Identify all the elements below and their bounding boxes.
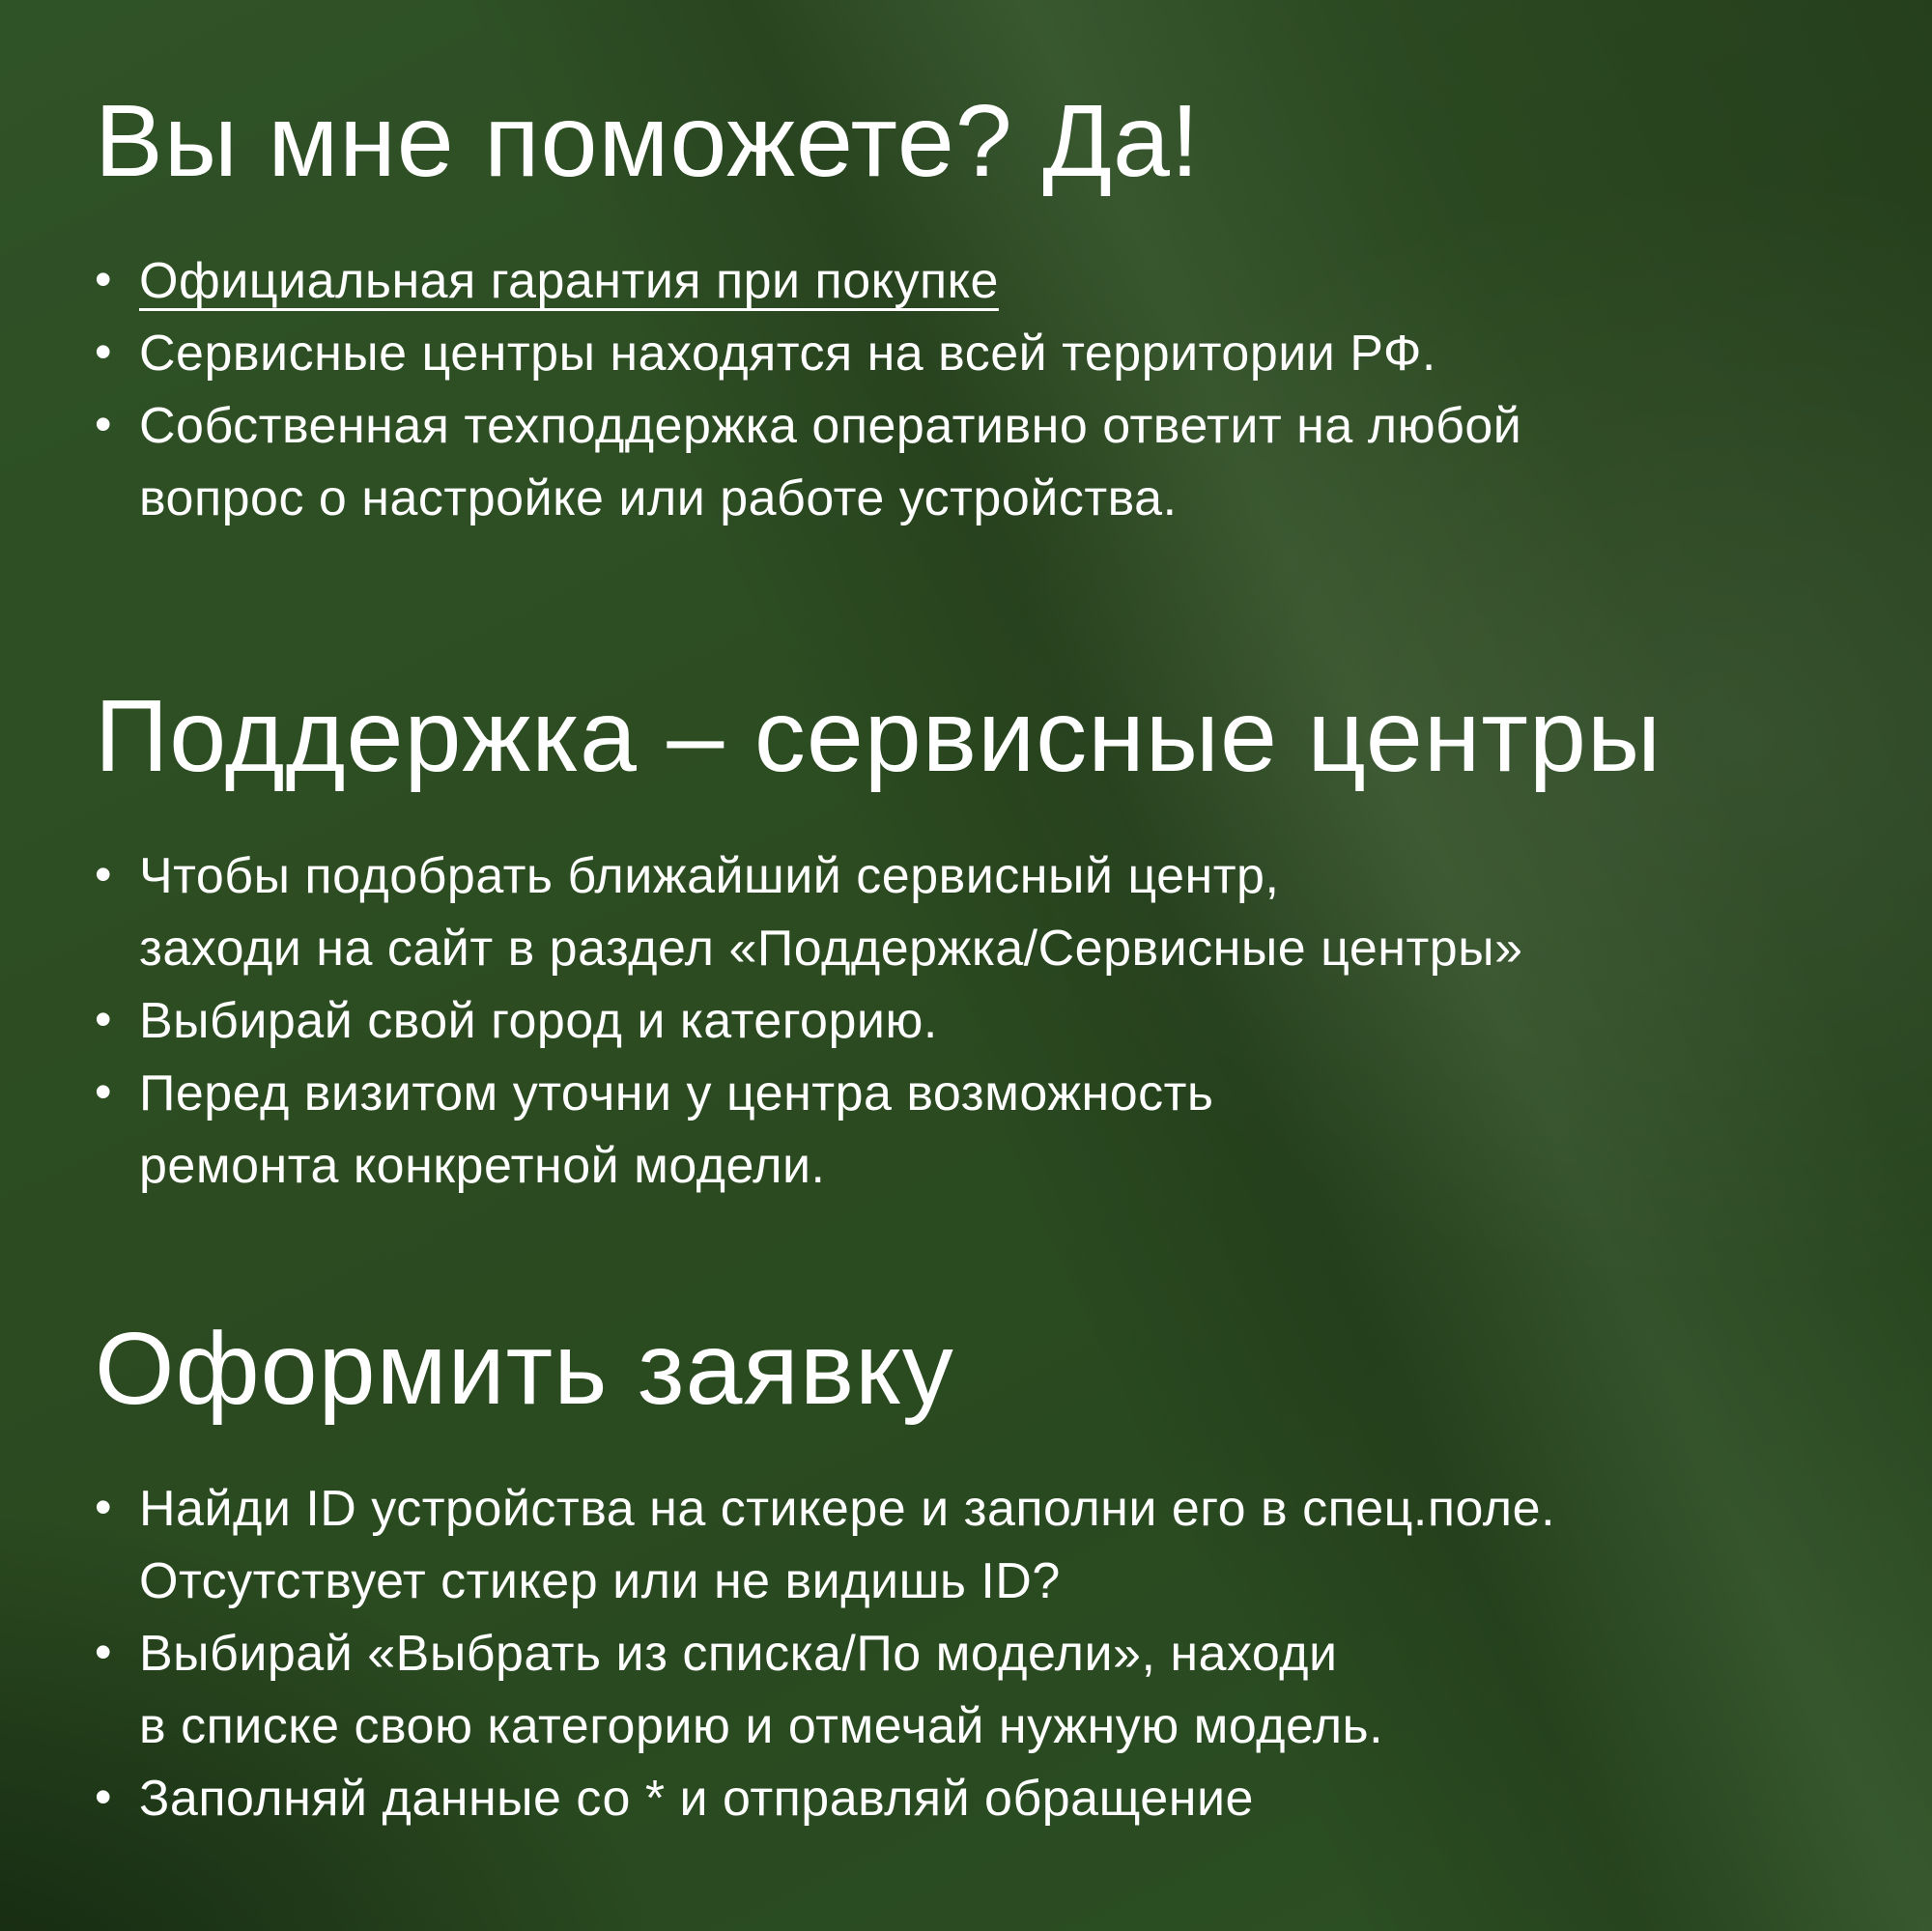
bullet-icon: •: [95, 992, 113, 1046]
bullet-text: вопрос о настройке или работе устройства.: [139, 470, 1178, 526]
list-item: [95, 840, 1874, 985]
bullet-text: Отсутствует стикер или не видишь ID?: [139, 1553, 1061, 1609]
section-service-centers-title: Поддержка – сервисные центры: [95, 679, 1662, 793]
bullet-icon: •: [95, 1625, 113, 1679]
bullet-text: Чтобы подобрать ближайший сервисный центр,: [139, 848, 1280, 904]
bullet-text: Выбирай «Выбрать из списка/По модели», находи: [139, 1626, 1338, 1682]
bullet-icon: •: [95, 1065, 113, 1119]
list-item: [95, 245, 1874, 318]
list-item: [95, 1473, 1874, 1618]
list-item: [95, 390, 1874, 535]
section-help-list: [95, 245, 1874, 535]
section-service-centers: [95, 678, 1874, 1203]
bullet-text: ремонта конкретной модели.: [139, 1138, 826, 1194]
section-submit-request-list: [95, 1473, 1874, 1835]
bullet-text: Заполняй данные со * и отправляй обращение: [139, 1771, 1254, 1827]
bullet-icon: •: [95, 252, 113, 306]
list-item: [95, 1618, 1874, 1763]
section-submit-request: [95, 1311, 1874, 1835]
bullet-text: Перед визитом уточни у центра возможность: [139, 1065, 1214, 1122]
list-item: [95, 318, 1874, 390]
bullet-icon: •: [95, 1480, 113, 1534]
bullet-icon: •: [95, 1770, 113, 1824]
list-item: [95, 985, 1874, 1058]
list-item: [95, 1763, 1874, 1835]
section-submit-request-title: Оформить заявку: [95, 1312, 954, 1426]
warranty-link-text: Официальная гарантия при покупке: [139, 253, 999, 309]
list-item: [95, 1058, 1874, 1203]
bullet-icon: •: [95, 397, 113, 451]
bullet-text: Выбирай свой город и категорию.: [139, 993, 938, 1049]
bullet-icon: •: [95, 325, 113, 379]
bullet-text: Сервисные центры находятся на всей территории РФ.: [139, 326, 1436, 382]
section-help-title: Вы мне поможете? Да!: [95, 84, 1201, 198]
section-service-centers-list: [95, 840, 1874, 1203]
bullet-text: Собственная техподдержка оперативно ответит на любой: [139, 398, 1522, 454]
bullet-icon: •: [95, 847, 113, 901]
bullet-text: в списке свою категорию и отмечай нужную модель.: [139, 1698, 1384, 1754]
bullet-text: Найди ID устройства на стикере и заполни его в спец.поле.: [139, 1481, 1556, 1537]
section-help-promise: [95, 83, 1874, 535]
bullet-text: заходи на сайт в раздел «Поддержка/Сервисные центры»: [139, 921, 1523, 977]
